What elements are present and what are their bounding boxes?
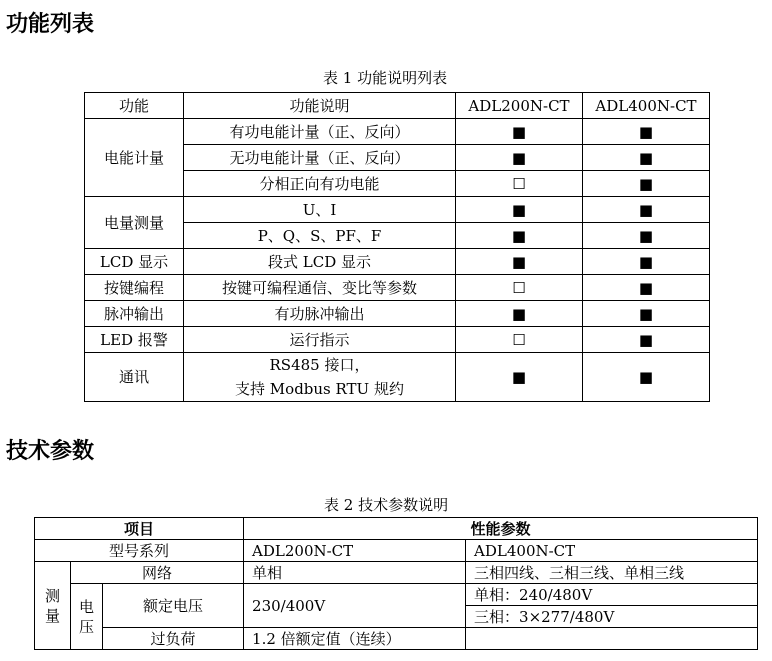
model-a: ADL200N-CT	[244, 540, 466, 562]
group-lcd: LCD 显示	[85, 249, 184, 275]
header-item: 项目	[35, 518, 244, 540]
desc-line: RS485 接口，	[269, 356, 370, 374]
group-keys: 按键编程	[85, 275, 184, 301]
overload-label: 过负荷	[103, 628, 244, 650]
support-mark: ■	[456, 223, 583, 249]
model-label: 型号系列	[35, 540, 244, 562]
rated-a: 230/400V	[244, 584, 466, 628]
support-mark: ■	[456, 145, 583, 171]
support-mark: ■	[456, 353, 583, 402]
feature-table	[84, 92, 710, 402]
table-row	[85, 301, 710, 327]
group-comm: 通讯	[85, 353, 184, 402]
support-mark: ■	[583, 197, 710, 223]
features-heading: 功能列表	[6, 12, 95, 37]
support-mark: ☐	[456, 171, 583, 197]
header-model-b: ADL400N-CT	[583, 93, 710, 119]
row-description: 段式 LCD 显示	[184, 249, 456, 275]
table-row	[85, 197, 710, 223]
table-row	[35, 540, 758, 562]
table-row	[35, 584, 758, 606]
row-description: 有功电能计量（正、反向）	[184, 119, 456, 145]
table2-caption: 表 2 技术参数说明	[324, 496, 449, 514]
support-mark: ■	[456, 301, 583, 327]
table-header-row	[35, 518, 758, 540]
table-header-row	[85, 93, 710, 119]
header-description: 功能说明	[184, 93, 456, 119]
support-mark: ■	[583, 171, 710, 197]
network-label: 网络	[71, 562, 244, 584]
desc-line: 支持 Modbus RTU 规约	[235, 380, 404, 398]
table-row	[85, 353, 710, 402]
table-row	[85, 249, 710, 275]
row-description: P、Q、S、PF、F	[184, 223, 456, 249]
overload-a: 1.2 倍额定值（连续）	[244, 628, 466, 650]
table-row	[35, 562, 758, 584]
support-mark: ☐	[456, 327, 583, 353]
table-row	[85, 119, 710, 145]
spec-table	[34, 517, 758, 650]
support-mark: ■	[583, 119, 710, 145]
support-mark: ☐	[456, 275, 583, 301]
header-function: 功能	[85, 93, 184, 119]
support-mark: ■	[583, 145, 710, 171]
support-mark: ■	[583, 223, 710, 249]
model-b: ADL400N-CT	[466, 540, 758, 562]
support-mark: ■	[583, 327, 710, 353]
table1-caption: 表 1 功能说明列表	[323, 69, 448, 87]
group-pulse: 脉冲输出	[85, 301, 184, 327]
group-measure: 电量测量	[85, 197, 184, 249]
row-description: 分相正向有功电能	[184, 171, 456, 197]
voltage-label: 电压	[71, 584, 103, 650]
support-mark: ■	[456, 249, 583, 275]
network-b: 三相四线、三相三线、单相三线	[466, 562, 758, 584]
group-led: LED 报警	[85, 327, 184, 353]
rated-b-single: 单相：240/480V	[466, 584, 758, 606]
row-description: 运行指示	[184, 327, 456, 353]
network-a: 单相	[244, 562, 466, 584]
table-row	[35, 628, 758, 650]
rated-b-three: 三相：3×277/480V	[466, 606, 758, 628]
row-description: 按键可编程通信、变比等参数	[184, 275, 456, 301]
rated-label: 额定电压	[103, 584, 244, 628]
table-row	[85, 327, 710, 353]
measure-label: 测量	[35, 562, 71, 650]
row-description	[184, 353, 456, 402]
row-description: 有功脉冲输出	[184, 301, 456, 327]
header-performance: 性能参数	[244, 518, 758, 540]
specs-heading: 技术参数	[6, 439, 95, 464]
row-description: 无功电能计量（正、反向）	[184, 145, 456, 171]
overload-b	[466, 628, 758, 650]
support-mark: ■	[583, 353, 710, 402]
support-mark: ■	[456, 197, 583, 223]
support-mark: ■	[583, 249, 710, 275]
group-energy: 电能计量	[85, 119, 184, 197]
support-mark: ■	[583, 301, 710, 327]
support-mark: ■	[456, 119, 583, 145]
row-description: U、I	[184, 197, 456, 223]
header-model-a: ADL200N-CT	[456, 93, 583, 119]
support-mark: ■	[583, 275, 710, 301]
table-row	[85, 275, 710, 301]
